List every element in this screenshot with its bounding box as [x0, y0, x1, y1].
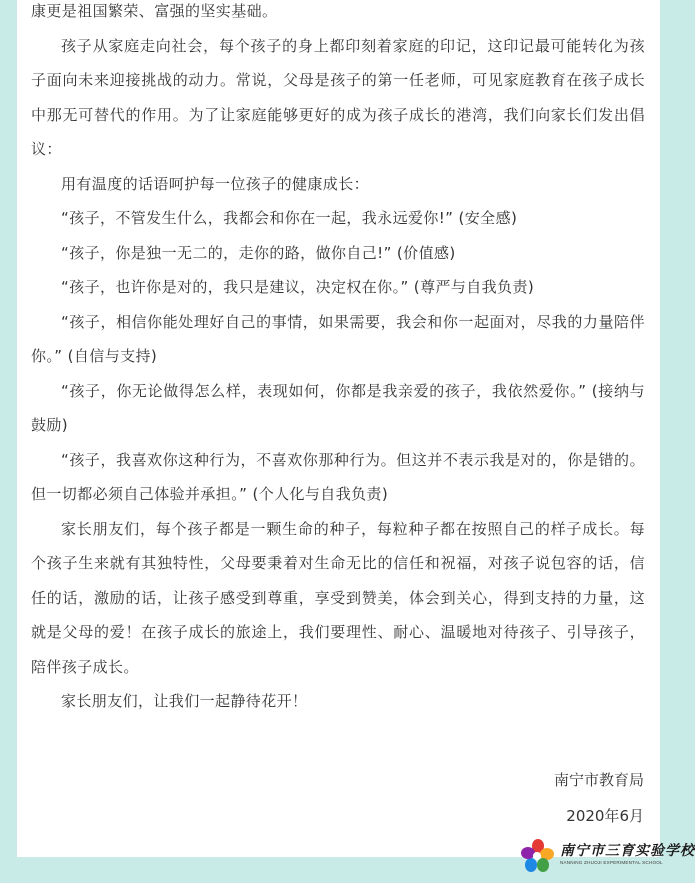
flower-logo-icon [520, 838, 556, 874]
letter-paragraph: 康更是祖国繁荣、富强的坚实基础。 [31, 2, 278, 20]
school-logo [520, 838, 695, 876]
letter-quote: “孩子，也许你是对的，我只是建议，决定权在你。” (尊严与自我负责) [61, 278, 535, 296]
letter-body [31, 0, 645, 719]
letter-closing: 家长朋友们，让我们一起静待花开！ [61, 692, 308, 710]
letter-quote: “孩子，你是独一无二的，走你的路，做你自己!” (价值感) [61, 243, 456, 262]
signature-organization: 南宁市教育局 [553, 771, 644, 789]
letter-paragraph: 用有温度的话语呵护每一位孩子的健康成长： [61, 174, 370, 193]
letter-quote: “孩子，不管发生什么，我都会和你在一起，我永远爱你!” (安全感) [61, 209, 518, 227]
school-name-cn: 南宁市三育实验学校 [560, 843, 695, 859]
letter-paragraph: 孩子从家庭走向社会，每个孩子的身上都印刻着家庭的印记，这印记最可能转化为孩子面向未来迎接挑战的动力。常说，父母是孩子的第一任老师，可见家庭教育在孩子成长中那无可替代的作用。为了让家庭能够更好的成为孩子成长的港湾，我们向家长们发出倡议： [31, 36, 645, 158]
letter-paragraph: 家长朋友们，每个孩子都是一颗生命的种子，每粒种子都在按照自己的样子成长。每个孩子生来就有其独特性，父母要秉着对生命无比的信任和祝福，对孩子说包容的话，信任的话，激励的话，让孩子感受到尊重，享受到赞美，体会到关心，得到支持的力量，这就是父母的爱！在孩子成长的旅途上，我们要理性、耐心、温暖地对待孩子、引导孩子，陪伴孩子成长。 [31, 519, 645, 676]
letter-quote: “孩子，相信你能处理好自己的事情，如果需要，我会和你一起面对，尽我的力量陪伴你。” (自信与支持) [31, 312, 645, 365]
signature-date: 2020年6月 [566, 807, 644, 825]
letter-quote: “孩子，你无论做得怎么样，表现如何，你都是我亲爱的孩子，我依然爱你。” (接纳与鼓励) [31, 381, 645, 434]
school-name-en: NANNING ZHUOJI EXPERIMENTAL SCHOOL [560, 860, 663, 865]
letter-card [17, 0, 660, 857]
letter-quote: “孩子，我喜欢你这种行为，不喜欢你那种行为。但这并不表示我是对的，你是错的。但一切都必须自己体验并承担。” (个人化与自我负责) [31, 450, 645, 503]
